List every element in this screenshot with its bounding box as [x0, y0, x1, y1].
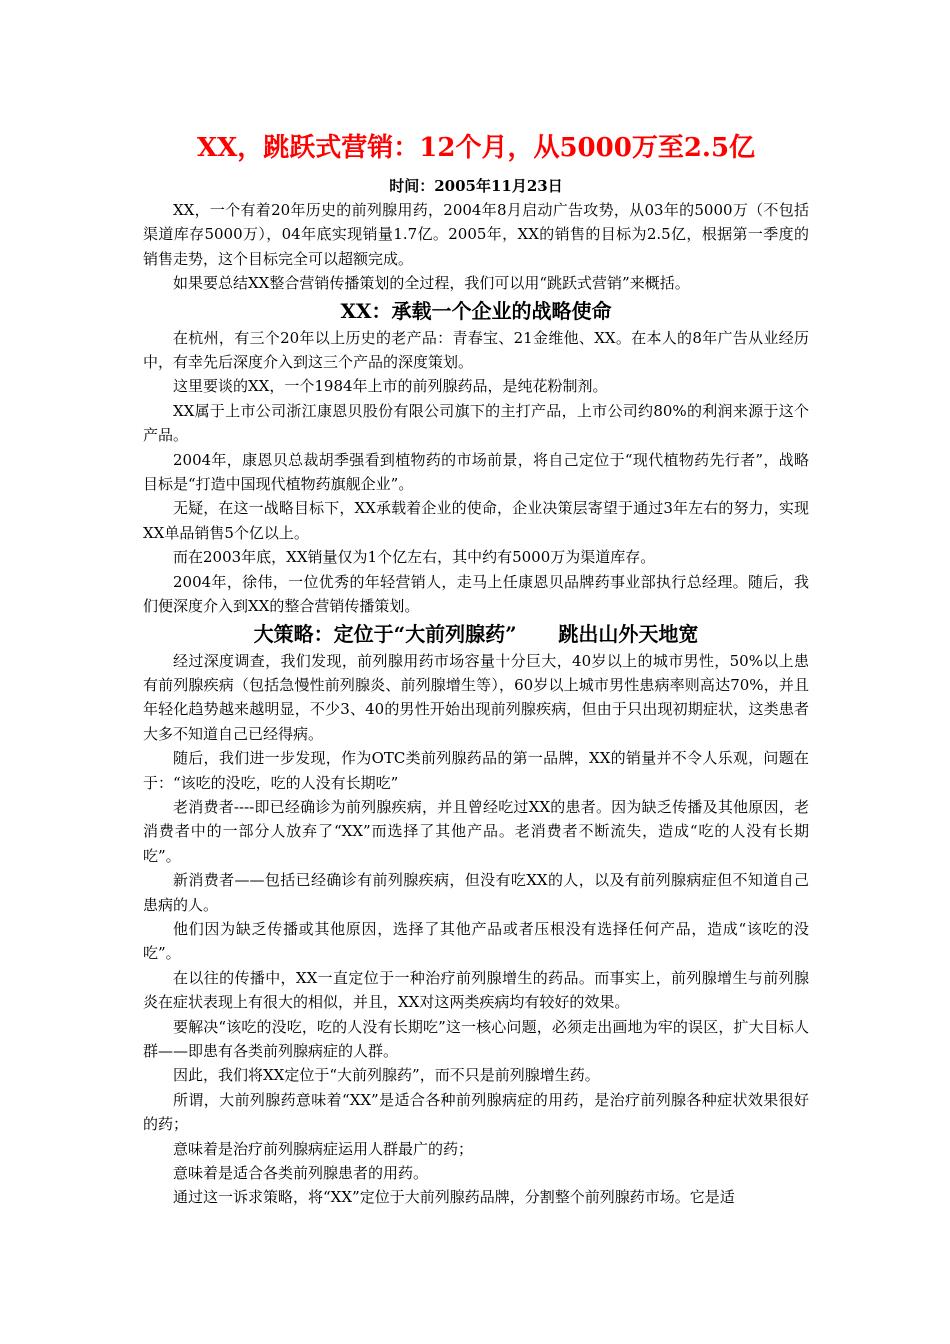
- document-page: [143, 128, 809, 1210]
- paragraph: 新消费者——包括已经确诊有前列腺疾病，但没有吃XX的人，以及有前列腺病症但不知道自己患病的人。: [143, 871, 809, 914]
- document-title: XX，跳跃式营销：12个月，从5000万至2.5亿: [196, 133, 756, 163]
- paragraph: 2004年，徐伟，一位优秀的年轻营销人，走马上任康恩贝品牌药事业部执行总经理。随后，我们便深度介入到XX的整合营销传播策划。: [143, 572, 809, 616]
- paragraph: 而在2003年底，XX销量仅为1个亿左右，其中约有5000万为渠道库存。: [173, 548, 656, 567]
- paragraph: 意味着是治疗前列腺病症运用人群最广的药；: [173, 1139, 474, 1158]
- paragraph: 在杭州，有三个20年以上历史的老产品：青春宝、21金维他、XX。在本人的8年广告从业经历中，有幸先后深度介入到这三个产品的深度策划。: [143, 328, 809, 372]
- paragraph: 随后，我们进一步发现，作为OTC类前列腺药品的第一品牌，XX的销量并不令人乐观，问题在于：“该吃的没吃，吃的人没有长期吃”: [143, 749, 809, 792]
- paragraph: 如果要总结XX整合营销传播策划的全过程，我们可以用“跳跃式营销”来概括。: [173, 274, 690, 293]
- paragraph: 通过这一诉求策略，将“XX”定位于大前列腺药品牌，分割整个前列腺药市场。它是适: [173, 1188, 735, 1207]
- date-line: 时间：2005年11月23日: [389, 177, 563, 195]
- paragraph: 因此，我们将XX定位于“大前列腺药”，而不只是前列腺增生药。: [173, 1066, 600, 1085]
- section-heading: 大策略：定位于“大前列腺药” 跳出山外天地宽: [253, 621, 699, 646]
- paragraph: 无疑，在这一战略目标下，XX承载着企业的使命，企业决策层寄望于通过3年左右的努力，实现XX单品销售5个亿以上。: [143, 499, 809, 542]
- paragraph: XX属于上市公司浙江康恩贝股份有限公司旗下的主打产品，上市公司约80%的利润来源于这个产品。: [143, 401, 809, 445]
- paragraph: 他们因为缺乏传播或其他原因，选择了其他产品或者压根没有选择任何产品，造成“该吃的没吃”。: [143, 919, 809, 963]
- paragraph: 在以往的传播中，XX一直定位于一种治疗前列腺增生的药品。而事实上，前列腺增生与前列腺炎在症状表现上有很大的相似，并且，XX对这两类疾病均有较好的效果。: [143, 968, 809, 1012]
- paragraph: 意味着是适合各类前列腺患者的用药。: [173, 1164, 429, 1183]
- paragraph: 所谓，大前列腺药意味着“XX”是适合各种前列腺病症的用药，是治疗前列腺各种症状效果很好的药；: [143, 1090, 809, 1134]
- paragraph: 经过深度调查，我们发现，前列腺用药市场容量十分巨大，40岁以上的城市男性，50%以上患有前列腺疾病（包括急慢性前列腺炎、前列腺增生等），60岁以上城市男性患病率则高达70%，并且年轻化趋势越来越明显，不少3、40的男性开始出现前列腺疾病，但由于只出现初期症状，这类患者大多不知道自己已经得病。: [143, 651, 809, 743]
- paragraph: 老消费者----即已经确诊为前列腺疾病，并且曾经吃过XX的患者。因为缺乏传播及其他原因，老消费者中的一部分人放弃了“XX”而选择了其他产品。老消费者不断流失，造成“吃的人没有长期吃”。: [143, 797, 809, 865]
- paragraph: 要解决“该吃的没吃，吃的人没有长期吃”这一核心问题，必须走出画地为牢的误区，扩大目标人群——即患有各类前列腺病症的人群。: [143, 1017, 809, 1060]
- section-heading: XX：承载一个企业的战略使命: [340, 298, 612, 323]
- paragraph: XX，一个有着20年历史的前列腺用药，2004年8月启动广告攻势，从03年的5000万（不包括渠道库存5000万），04年底实现销量1.7亿。2005年，XX的销售的目标为2.5亿，根据第一季度的销售走势，这个目标完全可以超额完成。: [143, 201, 809, 268]
- paragraph: 2004年，康恩贝总裁胡季强看到植物药的市场前景，将自己定位于“现代植物药先行者”，战略目标是“打造中国现代植物药旗舰企业”。: [143, 450, 809, 494]
- paragraph: 这里要谈的XX，一个1984年上市的前列腺药品，是纯花粉制剂。: [173, 377, 608, 396]
